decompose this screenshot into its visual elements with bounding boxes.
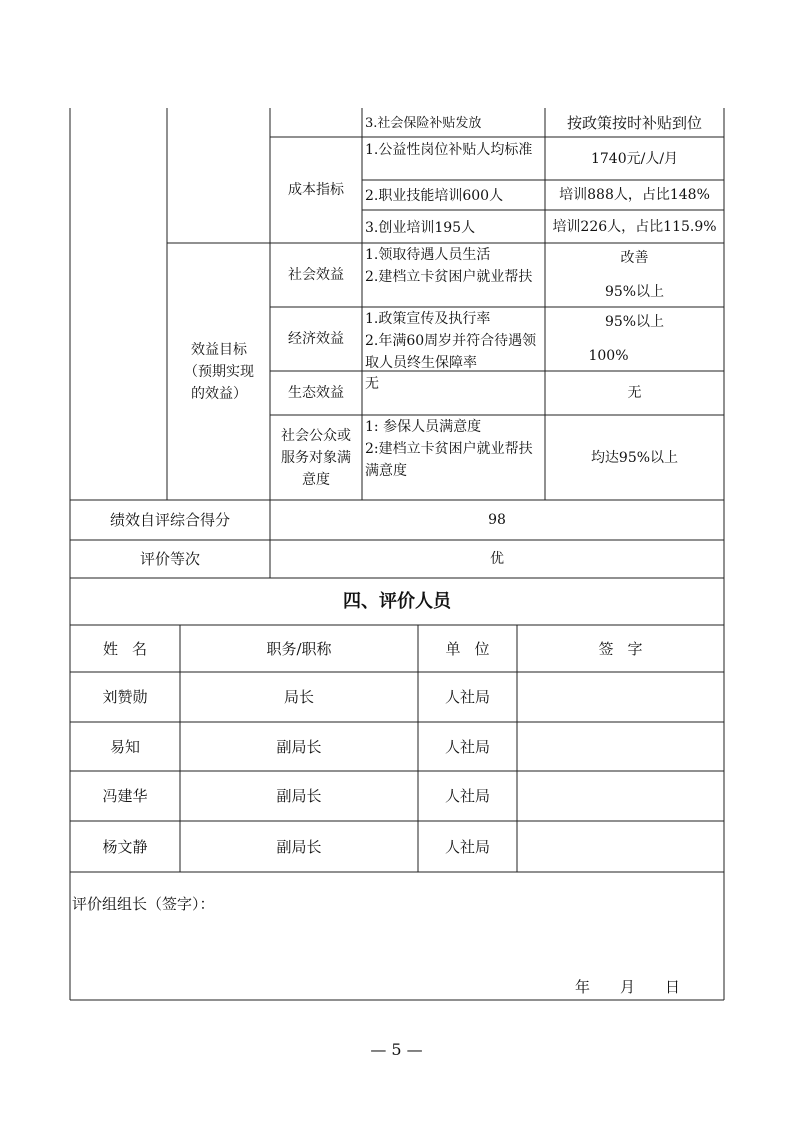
person-sign-1[interactable] [517,672,724,722]
social-benefit-values [545,243,724,307]
leader-sign-label: 评价组组长（签字）： [72,895,215,913]
ecological-benefit-label: 生态效益 [288,385,344,401]
header-unit: 单位 [445,639,504,658]
person-unit-2: 人社局 [444,737,490,756]
cost-indicator-label: 成本指标 [288,182,344,198]
grade-label: 评价等次 [139,550,200,568]
person-sign-4[interactable] [517,821,724,872]
social-insurance-value: 按政策按时补贴到位 [566,113,702,132]
post-subsidy-value: 1740元/人/月 [590,150,679,167]
person-unit-1: 人社局 [444,688,490,706]
score-label: 绩效自评综合得分 [109,511,230,529]
economic-benefit-value-1: 95%以上 [604,314,665,330]
person-name-3: 冯建华 [102,787,148,805]
person-name-1: 刘赞勋 [102,688,148,706]
social-benefit-desc-1: 1.领取待遇人员生活 [365,247,491,263]
person-title-3: 副局长 [276,787,322,805]
person-title-4: 副局长 [276,837,322,856]
score-value: 98 [488,512,506,528]
social-benefit-desc-2: 2.建档立卡贫困户就业帮扶 [365,269,533,285]
section-title: 四、评价人员 [343,590,451,612]
person-title-2: 副局长 [276,737,322,756]
ecological-benefit-desc: 无 [365,376,379,392]
person-sign-3[interactable] [517,771,724,821]
economic-benefit-label: 经济效益 [288,331,344,347]
person-name-4: 杨文静 [102,837,148,856]
person-name-2: 易知 [109,737,140,756]
economic-benefit-desc [363,307,545,371]
economic-benefit-desc-1: 1.政策宣传及执行率 [365,311,491,327]
social-benefit-value-2: 95%以上 [604,284,665,300]
grade-value: 优 [490,551,504,567]
person-unit-3: 人社局 [444,787,490,805]
social-insurance-desc: 3.社会保险补贴发放 [365,115,482,131]
satisfaction-desc-1: 1: 参保人员满意度 [365,419,482,435]
startup-training-value: 培训226人，占比115.9% [552,218,717,235]
person-sign-2[interactable] [517,722,724,771]
satisfaction-label: 社会公众或服务对象满意度 [281,427,351,488]
satisfaction-desc [363,415,545,500]
skill-training-value: 培训888人，占比148% [559,187,710,203]
economic-benefit-values [545,307,724,371]
economic-benefit-value-2: 100% [588,348,629,364]
leader-sign-date: 年 月 日 [575,978,681,996]
skill-training-desc: 2.职业技能培训600人 [365,188,504,204]
post-subsidy-desc: 1.公益性岗位补贴人均标准 [365,142,533,158]
economic-benefit-desc-2: 2.年满60周岁并符合待遇领取人员终生保障率 [365,333,537,371]
satisfaction-value: 均达95%以上 [590,449,679,466]
header-name: 姓名 [102,639,161,658]
benefit-target-label: 效益目标（预期实现的效益） [184,341,254,402]
person-unit-4: 人社局 [444,837,490,856]
social-benefit-desc [363,243,545,307]
satisfaction-desc-2: 2:建档立卡贫困户就业帮扶满意度 [365,441,533,479]
startup-training-desc: 3.创业培训195人 [365,219,476,236]
social-benefit-value-1: 改善 [620,250,649,266]
header-title: 职务/职称 [266,639,332,658]
page-number: — 5 — [370,1040,423,1059]
person-title-1: 局长 [283,688,314,706]
header-sign: 签字 [598,639,657,658]
social-benefit-label: 社会效益 [288,267,344,283]
ecological-benefit-value: 无 [627,385,642,401]
